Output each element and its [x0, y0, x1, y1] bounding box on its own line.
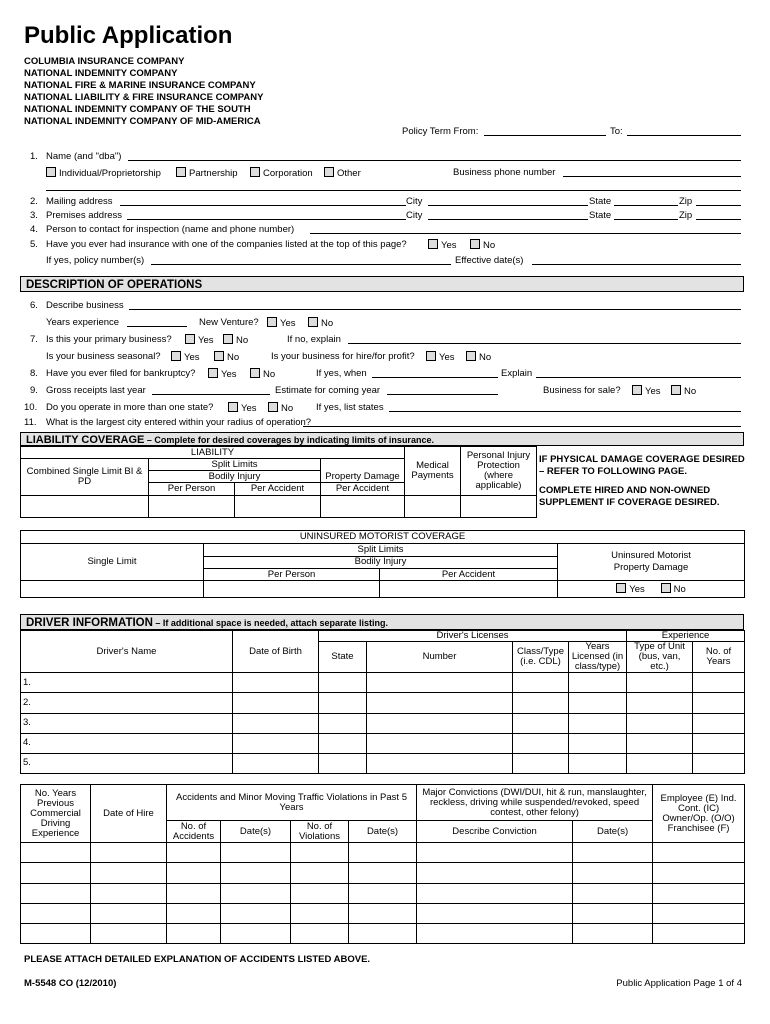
list-states-field[interactable]	[389, 411, 741, 412]
bankruptcy-no[interactable]: No	[250, 368, 275, 380]
uninsured-motorist-table	[20, 530, 745, 598]
history-row[interactable]	[21, 923, 91, 943]
contact-field[interactable]	[310, 233, 741, 234]
hire-label: Is your business for hire/for profit?	[271, 351, 415, 362]
states-yes[interactable]: Yes	[228, 402, 257, 414]
premises-city-field[interactable]	[428, 219, 588, 220]
name-field[interactable]	[128, 160, 741, 161]
um-property-damage-label: Uninsured Motorist Property Damage	[558, 544, 745, 581]
bankruptcy-yes[interactable]: Yes	[208, 368, 237, 380]
form-number: M-5548 CO (12/2010)	[24, 978, 117, 989]
states-label: Do you operate in more than one state?	[46, 402, 214, 413]
pip-label: Personal Injury Protection (where applicable)	[461, 447, 537, 496]
checkbox[interactable]	[185, 334, 195, 344]
phone-label: Business phone number	[453, 167, 556, 178]
contact-label: Person to contact for inspection (name and phone number)	[46, 224, 295, 235]
checkbox[interactable]	[466, 351, 476, 361]
violation-dates-header: Date(s)	[349, 821, 417, 843]
property-damage-label: Property Damage	[321, 459, 405, 483]
policy-numbers-label: If yes, policy number(s)	[46, 255, 145, 266]
driver-row[interactable]: 3.	[21, 713, 233, 733]
no-years-header: No. of Years	[693, 642, 745, 673]
um-pd-yes[interactable]: Yes	[616, 584, 645, 595]
checkbox[interactable]	[616, 583, 626, 593]
policy-term-to-field[interactable]	[627, 135, 741, 136]
um-per-accident-label: Per Accident	[380, 569, 558, 581]
q1-number: 1.	[30, 151, 38, 162]
q7-number: 7.	[30, 334, 38, 345]
effective-field[interactable]	[532, 264, 741, 265]
policy-term-to-label: To:	[610, 126, 623, 137]
primary-label: Is this your primary business?	[46, 334, 172, 345]
number-header: Number	[367, 642, 513, 673]
medical-input[interactable]	[405, 495, 461, 517]
history-row[interactable]	[21, 903, 91, 923]
for-sale-label: Business for sale?	[543, 385, 621, 396]
primary-yes[interactable]: Yes	[185, 334, 214, 346]
no-accidents-header: No. of Accidents	[167, 821, 221, 843]
physical-damage-note: IF PHYSICAL DAMAGE COVERAGE DESIRED – REFER TO FOLLOWING PAGE.	[539, 454, 745, 477]
states-no[interactable]: No	[268, 402, 293, 414]
checkbox[interactable]	[426, 351, 436, 361]
q6-number: 6.	[30, 300, 38, 311]
checkbox[interactable]	[428, 239, 438, 249]
premises-city-label: City	[406, 210, 423, 221]
conviction-dates-header: Date(s)	[573, 821, 653, 843]
checkbox[interactable]	[214, 351, 224, 361]
hire-no[interactable]: No	[466, 351, 491, 363]
company-5: NATIONAL INDEMNITY COMPANY OF THE SOUTH	[24, 104, 251, 115]
q3-number: 3.	[30, 210, 38, 221]
explain-label: Explain	[501, 368, 533, 379]
company-2: NATIONAL INDEMNITY COMPANY	[24, 68, 178, 79]
estimate-label: Estimate for coming year	[275, 385, 381, 396]
checkbox[interactable]	[470, 239, 480, 249]
major-convictions-header: Major Convictions (DWI/DUI, hit & run, manslaughter, reckless, driving while suspended/revoked, speed contest, other felony)	[417, 785, 653, 821]
describe-label: Describe business	[46, 300, 124, 311]
attach-note: PLEASE ATTACH DETAILED EXPLANATION OF ACCIDENTS LISTED ABOVE.	[24, 954, 371, 965]
type-partnership[interactable]: Partnership	[176, 167, 238, 179]
uninsured-title: UNINSURED MOTORIST COVERAGE	[21, 531, 745, 544]
policy-term-label: Policy Term From:	[402, 126, 479, 137]
checkbox[interactable]	[308, 317, 318, 327]
bankruptcy-label: Have you ever filed for bankruptcy?	[46, 368, 196, 379]
insurance-question: Have you ever had insurance with one of the companies listed at the top of this page?	[46, 239, 407, 250]
years-exp-label: Years experience	[46, 317, 120, 328]
name-label: Name (and "dba")	[46, 151, 122, 162]
driver-row[interactable]: 4.	[21, 733, 233, 753]
mailing-zip-label: Zip	[679, 196, 693, 207]
driver-row[interactable]: 1.	[21, 673, 233, 693]
checkbox[interactable]	[228, 402, 238, 412]
checkbox[interactable]	[46, 167, 56, 177]
checkbox[interactable]	[250, 368, 260, 378]
mailing-state-field[interactable]	[614, 205, 678, 206]
property-damage-input[interactable]	[321, 495, 405, 517]
accident-dates-header: Date(s)	[221, 821, 291, 843]
history-table	[20, 784, 745, 944]
years-previous-header: No. Years Previous Commercial Driving Experience	[21, 785, 91, 843]
premises-zip-field[interactable]	[696, 219, 741, 220]
um-per-person-label: Per Person	[204, 569, 380, 581]
new-venture-label: New Venture?	[199, 317, 259, 328]
bodily-injury-label: Bodily Injury	[149, 471, 321, 483]
type-individual[interactable]: Individual/Proprietorship	[46, 167, 161, 179]
if-yes-when-label: If yes, when	[316, 368, 367, 379]
driver-header: DRIVER INFORMATION – If additional space is needed, attach separate listing.	[20, 614, 744, 630]
um-property-damage-options	[558, 581, 745, 598]
type-other[interactable]: Other	[324, 167, 361, 179]
describe-field[interactable]	[129, 309, 741, 310]
estimate-field[interactable]	[387, 394, 498, 395]
hired-non-owned-note: COMPLETE HIRED AND NON-OWNED SUPPLEMENT IF COVERAGE DESIRED.	[539, 485, 720, 508]
effective-label: Effective date(s)	[455, 255, 524, 266]
unit-type-header: Type of Unit (bus, van, etc.)	[627, 642, 693, 673]
state-header: State	[319, 642, 367, 673]
licenses-header: Driver's Licenses	[319, 631, 627, 642]
property-per-accident-label: Per Accident	[321, 483, 405, 495]
primary-no[interactable]: No	[223, 334, 248, 346]
checkbox[interactable]	[223, 334, 233, 344]
radius-label: What is the largest city entered within your radius of operation?	[46, 417, 312, 428]
insurance-no[interactable]: No	[470, 239, 495, 251]
new-venture-yes[interactable]: Yes	[267, 317, 296, 329]
mailing-zip-field[interactable]	[696, 205, 741, 206]
q4-number: 4.	[30, 224, 38, 235]
gross-label: Gross receipts last year	[46, 385, 146, 396]
combined-single-limit-label: Combined Single Limit BI & PD	[21, 459, 149, 495]
per-person-label: Per Person	[149, 483, 235, 495]
new-venture-no[interactable]: No	[308, 317, 333, 329]
hire-yes[interactable]: Yes	[426, 351, 455, 363]
no-violations-header: No. of Violations	[291, 821, 349, 843]
seasonal-label: Is your business seasonal?	[46, 351, 161, 362]
checkbox[interactable]	[671, 385, 681, 395]
checkbox[interactable]	[176, 167, 186, 177]
name-extra-line[interactable]	[46, 190, 741, 191]
history-row[interactable]	[21, 843, 91, 863]
if-no-label: If no, explain	[287, 334, 341, 345]
radius-field[interactable]	[303, 426, 741, 427]
company-4: NATIONAL LIABILITY & FIRE INSURANCE COMPANY	[24, 92, 264, 103]
checkbox[interactable]	[208, 368, 218, 378]
pip-input[interactable]	[461, 495, 537, 517]
q5-number: 5.	[30, 239, 38, 250]
employee-type-header: Employee (E) Ind. Cont. (IC) Owner/Op. (O/O) Franchisee (F)	[653, 785, 745, 843]
insurance-yes[interactable]: Yes	[428, 239, 457, 251]
phone-field[interactable]	[563, 176, 741, 177]
um-single-limit-input[interactable]	[21, 581, 204, 598]
combined-limit-input[interactable]	[21, 495, 149, 517]
seasonal-yes[interactable]: Yes	[171, 351, 200, 363]
for-sale-yes[interactable]: Yes	[632, 385, 661, 397]
split-limits-label: Split Limits	[149, 459, 321, 471]
page-number: Public Application Page 1 of 4	[616, 978, 742, 989]
q9-number: 9.	[30, 385, 38, 396]
seasonal-no[interactable]: No	[214, 351, 239, 363]
history-row[interactable]	[21, 863, 91, 883]
um-bodily-injury-label: Bodily Injury	[204, 556, 558, 568]
policy-term-from-field[interactable]	[484, 135, 606, 136]
single-limit-label: Single Limit	[21, 544, 204, 581]
driver-row[interactable]: 5.	[21, 753, 233, 773]
experience-header: Experience	[627, 631, 745, 642]
years-exp-field[interactable]	[127, 326, 187, 327]
checkbox[interactable]	[171, 351, 181, 361]
operations-header: DESCRIPTION OF OPERATIONS	[20, 276, 744, 292]
um-per-person-input[interactable]	[204, 581, 380, 598]
um-per-accident-input[interactable]	[380, 581, 558, 598]
type-corporation[interactable]: Corporation	[250, 167, 313, 179]
years-licensed-header: Years Licensed (in class/type)	[569, 642, 627, 673]
driver-row[interactable]: 2.	[21, 693, 233, 713]
describe-conviction-header: Describe Conviction	[417, 821, 573, 843]
mailing-label: Mailing address	[46, 196, 113, 207]
q10-number: 10.	[24, 402, 38, 413]
premises-state-label: State	[589, 210, 612, 221]
liability-label: LIABILITY	[21, 447, 405, 459]
q11-number: 11.	[24, 417, 37, 428]
if-yes-when-field[interactable]	[372, 377, 498, 378]
per-accident-label: Per Accident	[235, 483, 321, 495]
if-no-field[interactable]	[348, 343, 741, 344]
checkbox[interactable]	[324, 167, 334, 177]
checkbox[interactable]	[267, 317, 277, 327]
premises-label: Premises address	[46, 210, 123, 221]
q8-number: 8.	[30, 368, 38, 379]
hire-date-header: Date of Hire	[91, 785, 167, 843]
um-pd-no[interactable]: No	[661, 584, 686, 595]
list-states-label: If yes, list states	[316, 402, 384, 413]
explain-field[interactable]	[536, 377, 741, 378]
q2-number: 2.	[30, 196, 38, 207]
mailing-state-label: State	[589, 196, 612, 207]
medical-payments-label: Medical Payments	[405, 447, 461, 496]
mailing-city-field[interactable]	[428, 205, 588, 206]
accidents-header: Accidents and Minor Moving Traffic Violations in Past 5 Years	[167, 785, 417, 821]
premises-state-field[interactable]	[614, 219, 678, 220]
checkbox[interactable]	[661, 583, 671, 593]
mailing-field[interactable]	[120, 205, 406, 206]
history-row[interactable]	[21, 883, 91, 903]
um-split-limits-label: Split Limits	[204, 544, 558, 556]
checkbox[interactable]	[632, 385, 642, 395]
gross-field[interactable]	[152, 394, 270, 395]
per-accident-input[interactable]	[235, 495, 321, 517]
company-6: NATIONAL INDEMNITY COMPANY OF MID-AMERICA	[24, 116, 261, 127]
liability-table	[20, 446, 537, 518]
company-3: NATIONAL FIRE & MARINE INSURANCE COMPANY	[24, 80, 256, 91]
checkbox[interactable]	[268, 402, 278, 412]
per-person-input[interactable]	[149, 495, 235, 517]
driver-table	[20, 630, 745, 774]
premises-zip-label: Zip	[679, 210, 693, 221]
drivers-name-header: Driver's Name	[21, 631, 233, 673]
page-title: Public Application	[24, 22, 233, 49]
dob-header: Date of Birth	[233, 631, 319, 673]
checkbox[interactable]	[250, 167, 260, 177]
class-header: Class/Type (i.e. CDL)	[513, 642, 569, 673]
policy-numbers-field[interactable]	[151, 264, 451, 265]
for-sale-no[interactable]: No	[671, 385, 696, 397]
premises-field[interactable]	[127, 219, 406, 220]
company-1: COLUMBIA INSURANCE COMPANY	[24, 56, 185, 67]
liability-header: LIABILITY COVERAGE – Complete for desired coverages by indicating limits of insurance.	[20, 432, 744, 446]
mailing-city-label: City	[406, 196, 423, 207]
